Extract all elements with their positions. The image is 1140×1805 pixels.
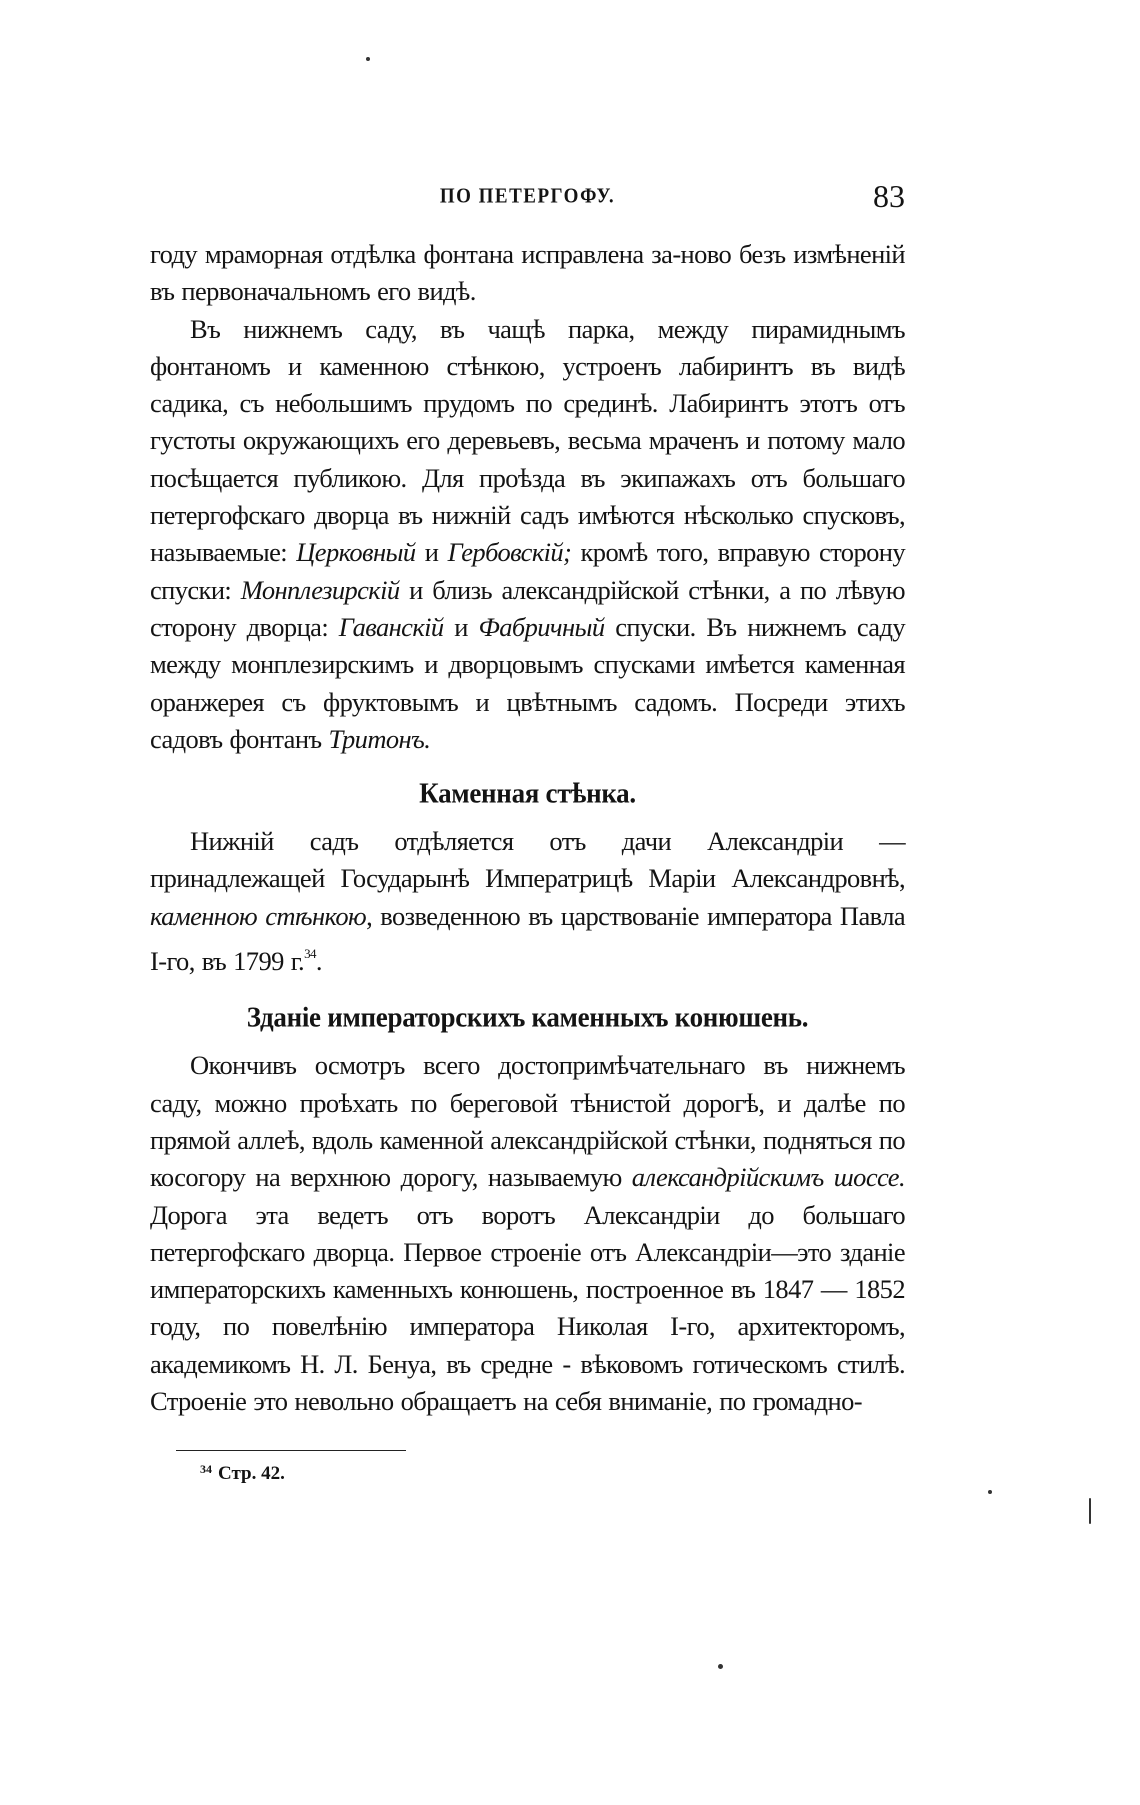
scan-speck [988,1490,992,1494]
footnote-reference[interactable]: 34 [304,946,316,962]
footnote [200,1462,285,1485]
paragraph-text: спуски. Въ нижнемъ саду между монплезирскимъ и дворцовымъ спусками имѣется каменная оранжерея съ фруктовымъ и цвѣтнымъ садомъ. Посреди этихъ садовъ фонтанъ [150,611,905,754]
paragraph-text: кромѣ того, вправую сторону спуски: [150,537,905,605]
paragraph-text: Окончивъ осмотръ всего достопримѣчательнаго въ нижнемъ саду, можно проѣхать по береговой тѣнистой дорогѣ, и далѣе по прямой аллеѣ, вдоль каменной александрійской стѣнки, подняться по косогору на верхнюю дорогу, называемую [150,1050,905,1193]
scan-speck [366,57,370,61]
paragraph-text: Дорога эта ведетъ отъ воротъ Александріи до большаго петергофскаго дворца. Первое строеніе отъ Александріи—это зданіе императорскихъ каменныхъ конюшень, построенное въ 1847 — 1852 году, по повелѣнію императора Николая I-го, архитекторомъ, академикомъ Н. Л. Бенуа, въ средне - вѣковомъ готическомъ стилѣ. Строеніе это невольно обращаетъ на себя вниманіе, по громадно- [150,1199,905,1417]
paragraph-stone-wall [150,823,905,980]
emphasis-term: Тритонъ. [328,723,431,754]
footnote-text: Стр. 42. [218,1463,285,1484]
paragraph-text: и близь александрійской стѣнки, а по лѣвую сторону дворца: [150,574,906,642]
paragraph-text: . [315,946,322,977]
paragraph-text: Нижній садъ отдѣляется отъ дачи Александріи — принадлежащей Государынѣ Императрицѣ Маріи Александровнѣ, [150,826,905,894]
paragraph-text: и [415,537,448,568]
scan-speck [718,1664,723,1669]
paragraph-text: Въ нижнемъ саду, въ чащѣ парка, между пирамиднымъ фонтаномъ и каменною стѣнкою, устроенъ лабиринтъ въ видѣ садика, съ небольшимъ прудомъ по срединѣ. Лабиринтъ этотъ отъ густоты окружающихъ его деревьевъ, весьма мраченъ и потому мало посѣщается публикою. Для проѣзда въ экипажахъ отъ большаго петергофскаго дворца въ нижній садъ имѣются нѣсколько спусковъ, называемые: [150,313,905,568]
paragraph-text: и [443,611,479,642]
paragraph-continuation: году мраморная отдѣлка фонтана исправлена за-ново безъ измѣненій въ первоначальномъ его видѣ. [150,239,905,307]
paragraph-labyrinth [150,311,905,759]
section-heading-stone-wall: Каменная стѣнка. [419,777,636,809]
section-heading-stables: Зданіе императорскихъ каменныхъ конюшень. [246,1001,809,1034]
emphasis-term: александрійскимъ шоссе. [631,1162,905,1193]
paragraph-stables [150,1047,905,1420]
emphasis-term: Монплезирскій [240,574,400,605]
emphasis-term: Гаванскій [338,611,444,642]
emphasis-term: Фабричный [478,611,605,642]
page-number: 83 [873,178,905,214]
scan-mark [1089,1498,1091,1524]
footnote-divider [176,1450,406,1451]
running-head [150,178,905,218]
emphasis-term: Гербовскій; [447,537,572,568]
emphasis-term: каменною стѣнкою [150,900,367,931]
running-title: ПО ПЕТЕРГОФУ. [439,184,616,208]
body-text [150,236,905,1420]
footnote-mark: 34 [200,1462,212,1476]
paragraph-text: , возведенною въ царствованіе императора Павла I-го, въ 1799 г. [150,900,905,977]
emphasis-term: Церковный [296,537,416,568]
